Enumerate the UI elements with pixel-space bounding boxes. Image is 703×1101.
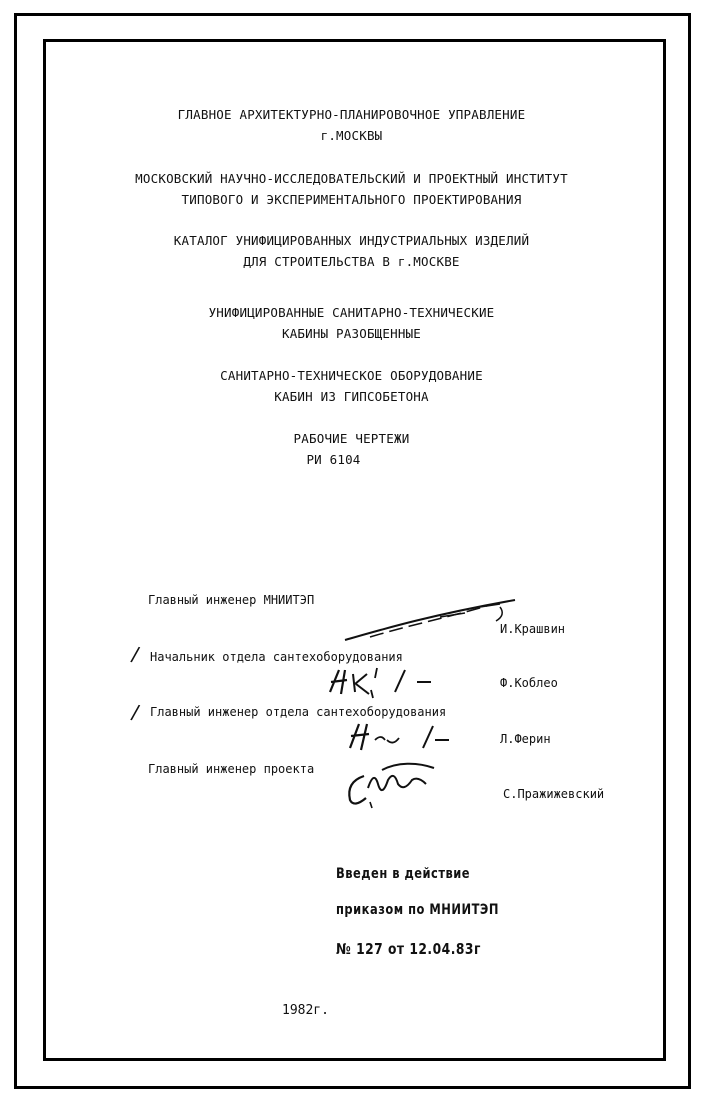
drawings-code: РИ 6104 xyxy=(306,452,361,467)
signatory-role: Главный инженер проекта xyxy=(148,762,315,776)
signatory-role: Главный инженер МНИИТЭП xyxy=(148,593,315,607)
signature-department-head xyxy=(325,662,455,702)
stamp-line: № 127 от 12.04.83г xyxy=(336,940,481,958)
drawings-block xyxy=(0,428,703,470)
subject-title: УНИФИЦИРОВАННЫЕ САНИТАРНО-ТЕХНИЧЕСКИЕ xyxy=(208,305,495,320)
margin-stroke: / xyxy=(129,699,142,725)
catalog-block xyxy=(0,230,703,272)
signature-project-engineer xyxy=(342,758,442,810)
catalog-title: КАТАЛОГ УНИФИЦИРОВАННЫХ ИНДУСТРИАЛЬНЫХ ИЗДЕЛИЙ xyxy=(173,233,530,248)
signatory-name: С.Пражижевский xyxy=(503,787,605,801)
signature-chief-engineer xyxy=(340,595,530,645)
subject-block xyxy=(0,302,703,344)
drawings-title: РАБОЧИЕ ЧЕРТЕЖИ xyxy=(293,431,410,446)
subject-title-cont: КАБИНЫ РАЗОБЩЕННЫЕ xyxy=(281,326,422,341)
equipment-title-cont: КАБИН ИЗ ГИПСОБЕТОНА xyxy=(274,389,429,404)
document-year: 1982г. xyxy=(282,1003,329,1018)
signatory-name: Ф.Коблео xyxy=(500,676,558,690)
organization-city: г.МОСКВЫ xyxy=(320,128,383,143)
catalog-title-cont: ДЛЯ СТРОИТЕЛЬСТВА В г.МОСКВЕ xyxy=(243,254,460,269)
signatory-role: Начальник отдела сантехоборудования xyxy=(150,650,403,664)
signature-department-engineer xyxy=(345,718,465,758)
signatory-name: И.Крашвин xyxy=(500,622,566,636)
equipment-title: САНИТАРНО-ТЕХНИЧЕСКОЕ ОБОРУДОВАНИЕ xyxy=(220,368,483,383)
signatory-role: Главный инженер отдела сантехоборудования xyxy=(150,705,447,719)
stamp-line: приказом по МНИИТЭП xyxy=(336,902,499,918)
institute-block xyxy=(0,168,703,210)
institute-name: МОСКОВСКИЙ НАУЧНО-ИССЛЕДОВАТЕЛЬСКИЙ И ПРОЕКТНЫЙ ИНСТИТУТ xyxy=(135,171,568,186)
organization-name: ГЛАВНОЕ АРХИТЕКТУРНО-ПЛАНИРОВОЧНОЕ УПРАВЛЕНИЕ xyxy=(177,107,526,122)
stamp-line: Введен в действие xyxy=(336,866,471,882)
organization-block xyxy=(0,104,703,146)
signatory-name: Л.Ферин xyxy=(500,732,551,746)
institute-name-cont: ТИПОВОГО И ЭКСПЕРИМЕНТАЛЬНОГО ПРОЕКТИРОВАНИЯ xyxy=(181,192,522,207)
equipment-block xyxy=(0,365,703,407)
margin-stroke: / xyxy=(129,641,142,667)
